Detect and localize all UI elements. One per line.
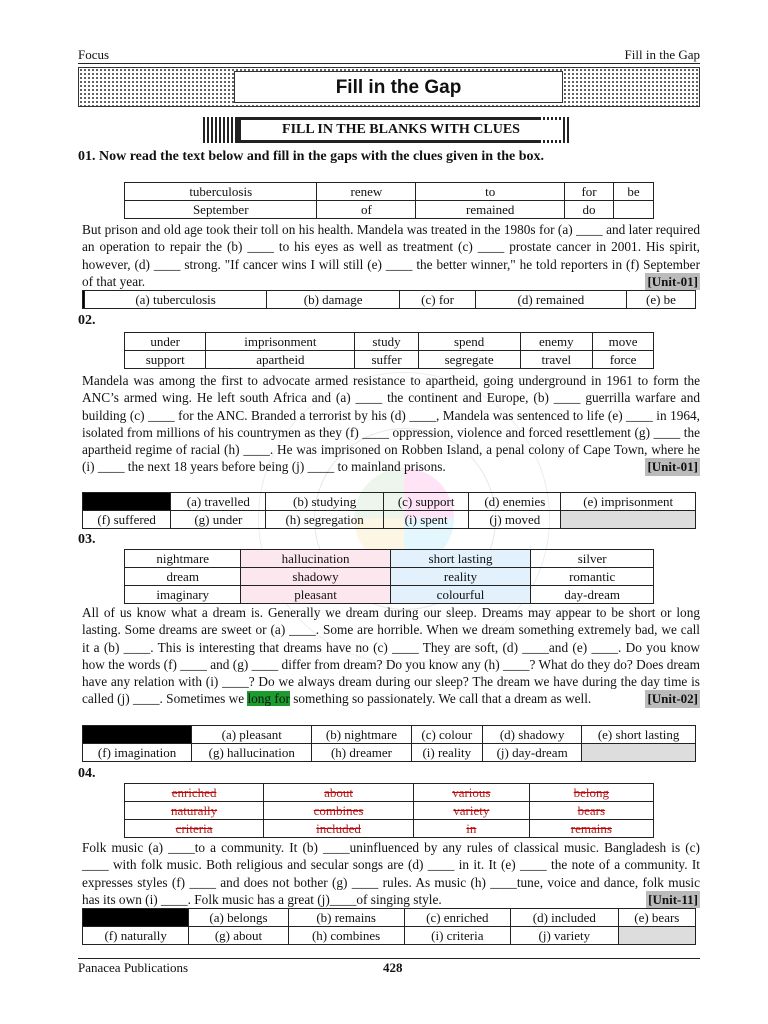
answer-key-2 (82, 492, 696, 529)
passage-text: Folk music (a) ____to a community. It (b) ____uninfluenced by any rules of classical music. Bangladesh is (c) ____ with folk music. Both religious and secular songs are (d) ____ in it. It (e) ____ the note of a community. It expresses styles (f) ____ and does not bother (g) ____ rules. As music (h) ____tune, voice and dance, folk music has its own (i) ____. Folk music has a great (j)____of singing style. (82, 840, 700, 907)
clue-word: about (324, 785, 353, 800)
clue-word: romantic (569, 569, 616, 584)
clue-row (125, 586, 654, 604)
clue-word: criteria (175, 821, 213, 836)
clue-cell (264, 820, 414, 838)
answer-cell: (a) belongs (189, 909, 288, 927)
answer-cell: (h) combines (288, 927, 404, 945)
passage-2 (82, 372, 700, 476)
footer-rule (78, 958, 700, 959)
answer-cell: (g) under (171, 511, 266, 529)
clue-cell (206, 333, 355, 351)
clue-word: apartheid (256, 352, 305, 367)
clue-cell (125, 784, 264, 802)
clue-row (125, 550, 654, 568)
clue-cell (206, 351, 355, 369)
clue-word: belong (573, 785, 610, 800)
clue-word: bears (577, 803, 606, 818)
clue-cell (520, 351, 593, 369)
answer-cell: (g) about (189, 927, 288, 945)
clue-cell (520, 333, 593, 351)
page-number: 428 (383, 960, 403, 975)
clue-cell (418, 351, 520, 369)
clue-cell (355, 351, 418, 369)
answer-cell: (a) pleasant (192, 726, 312, 744)
passage-text-end: something so passionately. We call that a dream as well. (289, 691, 592, 707)
clue-word: suffer (371, 352, 402, 367)
clue-word: study (372, 334, 401, 349)
question-number: 01. (78, 149, 96, 164)
clue-word: short lasting (428, 551, 493, 566)
clue-cell (264, 784, 414, 802)
clue-word: imprisonment (244, 334, 317, 349)
clue-word: under (150, 334, 180, 349)
clue-word: enriched (171, 785, 217, 800)
clue-cell (317, 183, 416, 201)
clue-word: included (316, 821, 361, 836)
answer-row (83, 493, 696, 511)
clue-cell (531, 550, 654, 568)
clue-cell (241, 568, 390, 586)
answer-cell: (f) naturally (83, 927, 189, 945)
question-1-heading (78, 149, 544, 165)
clue-cell (593, 333, 654, 351)
clue-word: travel (541, 352, 572, 367)
clue-cell (593, 351, 654, 369)
clue-cell (613, 183, 653, 201)
clue-word: of (360, 202, 372, 217)
clue-word: shadowy (292, 569, 339, 584)
passage-1 (82, 221, 700, 290)
question-4-heading: 04. (78, 766, 96, 781)
clue-row (125, 784, 654, 802)
answer-cell: (f) suffered (83, 511, 171, 529)
clue-cell (264, 802, 414, 820)
answer-cell: (j) moved (469, 511, 561, 529)
answer-cell: (j) variety (511, 927, 619, 945)
answer-cell: (d) enemies (469, 493, 561, 511)
clue-word: combines (313, 803, 364, 818)
clue-word: for (581, 184, 597, 199)
clue-word: segregate (444, 352, 494, 367)
passage-3 (82, 604, 700, 708)
clue-cell (125, 568, 241, 586)
answer-blank-cell (618, 927, 695, 945)
answer-cell: (b) damage (266, 291, 399, 309)
title-banner (78, 67, 700, 107)
highlighted-text: long for (247, 691, 290, 707)
question-3-heading: 03. (78, 532, 96, 547)
passage-text: But prison and old age took their toll on his health. Mandela was treated in the 1980s for (a) ____ and later required an operation to repair the (b) ____ to his eyes as well as treatment (c) ____ prostate cancer in 2001. His spirit, however, (d) ____ strong. "If cancer wins I will still (e) ____ the better winner," he told reporters in (f) September of that year. (82, 222, 700, 289)
answer-row (83, 927, 696, 945)
answer-cell: (c) enriched (404, 909, 510, 927)
clue-cell (125, 333, 206, 351)
clue-word: September (192, 202, 249, 217)
clue-word: naturally (170, 803, 218, 818)
passage-text: All of us know what a dream is. Generally we dream during our sleep. Dreams may appear to be short or long lasting. Some dreams are sweet or (a) ____. Some are horrible. When we dream something extremely bad, we call it a (b) ____. This is interesting that dreams have no (c) ____ They are soft, (d) ____and (e) ____. Do you know how the words (f) ____ and (g) ____ differ from dream? Do you know any (h) ____? What do they do? Does dream have any relation with (i) ____? Do we always dream during our sleep? The dream we have during the day time is called (j) ____. Sometimes we (82, 605, 700, 707)
clue-word: silver (577, 551, 607, 566)
clue-cell (529, 802, 653, 820)
answer-cell: (d) shadowy (483, 726, 582, 744)
clue-cell (531, 568, 654, 586)
clue-word: remains (570, 821, 612, 836)
clue-box-2 (124, 332, 654, 369)
clue-cell (241, 550, 390, 568)
answer-cell: (i) reality (411, 744, 482, 762)
clue-cell (241, 586, 390, 604)
answer-cell: (f) imagination (83, 744, 192, 762)
clue-cell (125, 802, 264, 820)
clue-word: be (627, 184, 640, 199)
answer-blank-cell (83, 493, 171, 511)
answer-cell: (b) nightmare (312, 726, 411, 744)
clue-cell (416, 201, 565, 219)
answer-cell: (e) be (626, 291, 695, 309)
clue-word: day-dream (564, 587, 620, 602)
clue-cell (355, 333, 418, 351)
answer-blank-cell (83, 909, 189, 927)
clue-word: hallucination (281, 551, 350, 566)
answer-key-1 (82, 290, 696, 309)
footer-publisher: Panacea Publications (78, 960, 189, 975)
answer-row (83, 744, 696, 762)
clue-cell (390, 586, 531, 604)
clue-row (125, 183, 654, 201)
clue-word: in (466, 821, 477, 836)
clue-cell (413, 784, 529, 802)
answer-cell: (h) segregation (266, 511, 384, 529)
answer-cell: (e) short lasting (582, 726, 696, 744)
clue-cell (125, 820, 264, 838)
clue-cell (416, 183, 565, 201)
answer-blank-cell (83, 726, 192, 744)
clue-cell (418, 333, 520, 351)
answer-cell: (i) spent (383, 511, 468, 529)
clue-word: reality (443, 569, 478, 584)
answer-key-4 (82, 908, 696, 945)
clue-cell (125, 586, 241, 604)
answer-cell: (i) criteria (404, 927, 510, 945)
clue-word: move (608, 334, 638, 349)
answer-cell: (b) studying (266, 493, 384, 511)
clue-row (125, 333, 654, 351)
answer-cell: (e) bears (618, 909, 695, 927)
clue-row (125, 820, 654, 838)
clue-cell (390, 568, 531, 586)
unit-label: [Unit-02] (647, 691, 698, 707)
header-right: Fill in the Gap (624, 47, 700, 62)
clue-cell (125, 351, 206, 369)
passage-4 (82, 839, 700, 908)
answer-row (83, 291, 696, 309)
clue-cell (317, 201, 416, 219)
answer-row (83, 909, 696, 927)
header-left: Focus (78, 47, 110, 62)
answer-cell: (j) day-dream (483, 744, 582, 762)
clue-word: to (485, 184, 496, 199)
clue-word: variety (453, 803, 490, 818)
answer-cell: (a) tuberculosis (85, 291, 267, 309)
page-title: Fill in the Gap (234, 71, 563, 103)
clue-cell (531, 586, 654, 604)
question-2-heading: 02. (78, 313, 96, 328)
clue-word: colourful (436, 587, 485, 602)
answer-cell: (c) for (400, 291, 475, 309)
section-title: FILL IN THE BLANKS WITH CLUES (241, 120, 561, 140)
clue-word: do (582, 202, 596, 217)
section-banner (203, 117, 571, 143)
clue-cell (413, 820, 529, 838)
clue-word: enemy (539, 334, 574, 349)
clue-cell (125, 201, 317, 219)
answer-blank-cell (582, 744, 696, 762)
clue-row (125, 568, 654, 586)
clue-row (125, 201, 654, 219)
answer-cell: (d) included (511, 909, 619, 927)
answer-cell: (c) colour (411, 726, 482, 744)
clue-word: remained (466, 202, 515, 217)
clue-cell (565, 183, 614, 201)
clue-word: pleasant (294, 587, 337, 602)
clue-box-1 (124, 182, 654, 219)
answer-cell: (e) imprisonment (561, 493, 696, 511)
clue-cell (125, 183, 317, 201)
unit-label: [Unit-01] (647, 273, 698, 289)
clue-word: renew (350, 184, 383, 199)
clue-box-3 (124, 549, 654, 604)
clue-word: support (145, 352, 185, 367)
clue-word: various (452, 785, 491, 800)
answer-cell: (g) hallucination (192, 744, 312, 762)
clue-row (125, 802, 654, 820)
clue-cell (390, 550, 531, 568)
clue-word: tuberculosis (189, 184, 253, 199)
clue-cell (529, 820, 653, 838)
passage-text: Mandela was among the first to advocate armed resistance to apartheid, going underground in 1961 to form the ANC’s armed wing. He left south Africa and (a) ____ the continent and Europe, (b) ____ guerrilla warfare and building (c) ____ for the ANC. Branded a terrorist by his (d) ____, Mandela was sentenced to life (e) ____ in 1964, isolated from millions of his countrymen as they (f) ____ oppression, violence and forced resettlement (g) ____ the apartheid regime of racial (h) ____. He was imprisoned on Robben Island, a penal colony of Cape Town, where he (i) ____ the next 18 years before being (j) ____ to mainland prisons. (82, 373, 700, 475)
clue-row (125, 351, 654, 369)
clue-box-4 (124, 783, 654, 838)
clue-cell (565, 201, 614, 219)
answer-cell: (h) dreamer (312, 744, 411, 762)
answer-blank-cell (561, 511, 696, 529)
answer-row (83, 726, 696, 744)
answer-cell: (b) remains (288, 909, 404, 927)
header-rule (78, 63, 700, 64)
clue-word: spend (453, 334, 485, 349)
answer-row (83, 511, 696, 529)
answer-cell: (d) remained (475, 291, 626, 309)
answer-key-3 (82, 725, 696, 762)
answer-cell: (a) travelled (171, 493, 266, 511)
clue-word: force (609, 352, 637, 367)
clue-cell (613, 201, 653, 219)
question-instruction: Now read the text below and fill in the gaps with the clues given in the box. (99, 149, 545, 164)
answer-cell: (c) support (383, 493, 468, 511)
clue-word: nightmare (156, 551, 210, 566)
unit-label: [Unit-01] (647, 459, 698, 475)
clue-word: imaginary (156, 587, 210, 602)
unit-label: [Unit-11] (648, 891, 698, 907)
clue-cell (529, 784, 653, 802)
clue-cell (413, 802, 529, 820)
clue-word: dream (166, 569, 199, 584)
clue-cell (125, 550, 241, 568)
